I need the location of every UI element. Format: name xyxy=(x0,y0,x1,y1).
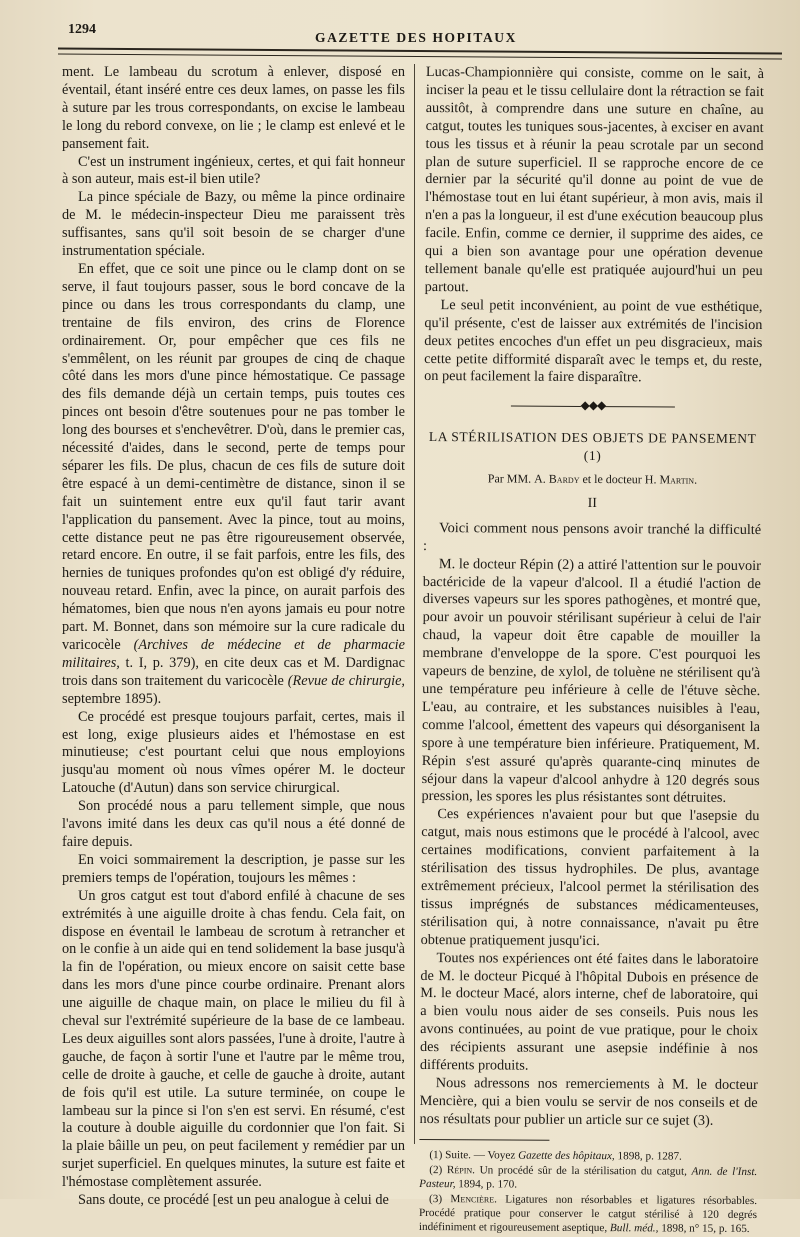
journal-title: GAZETTE DES HOPITAUX xyxy=(314,30,518,45)
paragraph-text: t. I, p. 379), en cite deux cas et M. Dardignac trois dans son traitement du varicocèle xyxy=(62,654,405,689)
paragraph: Ce procédé est presque toujours parfait, certes, mais il est long, exige plusieurs aides et l'hémostase en est minutieuse; c'est pourtant celui que nous employions jusqu'au moment où nous vîmes opérer M. le docteur Latouche (d'Autun) dans son service chirurgical. xyxy=(62,708,405,797)
footnote-text: (2) xyxy=(429,1163,447,1176)
citation-archives: (Archives de médecine et de pharmacie militaires, xyxy=(62,637,405,671)
footnote-citation: Bull. méd., xyxy=(609,1221,659,1235)
ornament-glyph: ◆◆◆ xyxy=(580,398,606,413)
citation-revue: (Revue de chirurgie, xyxy=(287,672,405,689)
footnote xyxy=(419,1148,757,1164)
author-name: A. Bardy xyxy=(534,471,580,486)
footnote-author: Répin. xyxy=(446,1163,476,1176)
paragraph-with-citation xyxy=(62,261,405,709)
paragraph: En voici sommairement la description, je passe sur les premiers temps de l'opération, toujours les mêmes : xyxy=(62,851,405,886)
footnote-author: Mencière. xyxy=(450,1192,497,1206)
authors-prefix: Par MM. xyxy=(487,471,532,486)
paragraph: Lucas-Championnière qui consiste, comme on le sait, à inciser la peau et le tissu cellulaire dont la rétraction se fait aussitôt, à comprendre dans une suture en chaîne, au catgut, toutes les tuniques sous-jacentes, à exciser en avant tous les tissus et à réunir la peau scrotale par un second plan de suture superficiel. Il se rapproche encore de ce dernier par la sécurité qu'il donne au point de vue de l'hémostase tout en lui étant supérieur, à mon avis, mais il n'en a pas la longueur, il est d'une exécution beaucoup plus facile. Enfin, comme ce dernier, il supprime des aides, ce qui a bien son avantage pour une opération devenue tellement banale qu'elle est pratiquée aujourd'hui un peu partout. xyxy=(424,64,764,296)
paragraph: Un gros catgut est tout d'abord enfilé à chacune de ses extrémités à une aiguille droite à chas fendu. Cela fait, on dispose en éventail le lambeau de scrotum à retrancher et on le confie à un aide qui en tend solidement la base jusqu'à la fin de l'opération, ou mieux encore on saisit cette base dans les mors d'une pince courbe ordinaire. Prenant alors une aiguille de chaque main, on place le milieu du fil à cheval sur l'extrémité supérieure de la base de ce lambeau. Les deux aiguilles sont alors passées, l'une à droite, l'autre à gauche, de façon à sortir l'une et l'autre par le même trou, celle de droite à gauche, et celle de gauche à droite, autant de fois qu'il est utile. La suture terminée, on coupe le lambeau sur la pince si l'on s'en est servi. En résumé, c'est la couture à double aiguille du cordonnier que l'on fait. Si la plaie bâille un peu, on peut facilement y remédier par un surjet superficiel. En quelques minutes, la suture est faite et l'hémostase complètement assurée. xyxy=(62,887,405,1191)
paragraph: Voici comment nous pensons avoir tranché la difficulté : xyxy=(423,519,762,554)
article-authors xyxy=(423,470,761,490)
paragraph-text: En effet, que ce soit une pince ou le clamp dont on se serve, il faut toujours passer, sous le bord concave de la pince ou dans les trous correspondants du clamp, une trentaine de fils environ, des crins de Florence ordinairement. Or, pour empêcher que ces fils ne s'emmêlent, on les réunit par groupes de cinq de chaque côté dans les mors d'une pince hémostatique. Ce passage des fils demande déjà un certain temps, puis toutes ces pinces ont besoin d'être soutenues pour ne pas tomber le long des bourses et s'enchevêtrer. D'où, dans le premier cas, nécessité d'aides, dans le second, perte de temps pour séparer les fils. De plus, chacun de ces fils de suture doit être espacé à un demi-centimètre de distance, sinon il se fait un suintement entre eux qu'il faut tarir avant l'application du pansement. Avec la pince, tout au moins, cette distance peut ne pas être rigoureusement observée, retard encore. En outre, il se fait parfois, entre les fils, des hernies de tuniques profondes qu'on est obligé d'y réduire, nouveau retard. Enfin, avec la pince, on aurait parfois des hématomes, bien que nous n'en ayons jamais eu pour notre part. M. Bonnet, dans son mémoire sur la cure radicale du varicocèle xyxy=(62,260,405,653)
column-divider xyxy=(414,64,415,1144)
footnote-text: (3) xyxy=(429,1192,451,1205)
footnote-citation: Ann. de l'Inst. Pasteur, xyxy=(419,1165,758,1190)
page-header xyxy=(60,22,772,48)
footnote-text: 1894, p. 170. xyxy=(455,1177,518,1191)
paragraph: C'est un instrument ingénieux, certes, et qui fait honneur à son auteur, mais est-il bien utile? xyxy=(62,153,405,188)
paragraph: Toutes nos expériences ont été faites dans le laboratoire de M. le docteur Picqué à l'hôpital Dubois en présence de M. le docteur Macé, alors interne, chef de laboratoire, qui a bien voulu nous aider de ses conseils. Puis nous les avons continuées, au point de vue pratique, pour le choix des récipients assurant une asepsie indéfinie à nos différents produits. xyxy=(419,949,759,1074)
ornament-line xyxy=(511,406,581,407)
paragraph: Ces expériences n'avaient pour but que l'asepsie du catgut, mais nous estimons que le procédé à l'alcool, avec certaines modifications, convient parfaitement à la stérilisation des tissus hydrophiles. De plus, avantage extrêmement précieux, l'alcool permet la stérilisation des tissus imprégnés de substances médicamenteuses, stérilisation qui, à notre connaissance, n'avait pu être obtenue pratiquement jusqu'ici. xyxy=(420,806,760,949)
footnote-rule xyxy=(419,1139,549,1141)
left-column xyxy=(62,64,405,1210)
header-rule-thin xyxy=(58,53,782,59)
footnote-text: 1898, n° 15, p. 165. xyxy=(658,1222,750,1235)
footnote-text: (1) Suite. — Voyez xyxy=(429,1148,519,1162)
paragraph: Le seul petit inconvénient, au point de vue esthétique, qu'il présente, c'est de laisser aux extrémités de l'incision deux petites encoches d'un effet un peu disgracieux, mais cette petite difformité disparaît avec le temps et, du reste, on peut facilement la faire disparaître. xyxy=(424,296,763,386)
footnote-citation: Gazette des hôpitaux, xyxy=(518,1149,615,1162)
footnote-text: Ligatures non résorbables et ligatures résorbables. Procédé pratique pour conserver le catgut stérilisé à 120 degrés indéfiniment et rigoureusement aseptique, xyxy=(418,1193,758,1234)
article-title: LA STÉRILISATION DES OBJETS DE PANSEMENT (1) xyxy=(428,429,757,464)
section-number: II xyxy=(587,495,598,511)
footnote xyxy=(419,1163,757,1193)
paragraph: Sans doute, ce procédé [est un peu analogue à celui de xyxy=(78,1192,389,1209)
page-number: 1294 xyxy=(68,22,96,37)
paragraph: M. le docteur Répin (2) a attiré l'attention sur le pouvoir bactéricide de la vapeur d'alcool. Il a étudié l'action de diverses vapeurs sur les spores pathogènes, et montré que, pour avoir un pouvoir stérilisant supérieur à celui de l'air chaud, la vapeur doit être capable de mouiller la membrane d'enveloppe de la spore. C'est pourquoi les vapeurs de benzine, de xylol, de toluène ne stérilisent qu'à une température peu inférieure à celle de l'étuve sèche. L'eau, au contraire, et les substances nuisibles à l'eau, comme l'alcool, émettent des vapeurs qui désorganisent la spore à une température bien inférieure. Pratiquement, M. Répin s'est assuré qu'après quarante-cinq minutes de séjour dans la vapeur d'alcool anhydre à 120 degrés sous pression, les spores les plus résistantes sont détruites. xyxy=(421,555,761,807)
paragraph: Son procédé nous a paru tellement simple, que nous l'avons imité dans les deux cas qu'il nous a été donné de faire depuis. xyxy=(62,798,405,850)
right-column xyxy=(419,64,764,1237)
authors-mid: et le docteur xyxy=(582,471,642,487)
footnotes xyxy=(419,1148,758,1236)
paragraph: Nous adressons nos remerciements à M. le docteur Mencière, qui a bien voulu se servir de nos conseils et de nos résultats pour publier un article sur ce sujet (3). xyxy=(419,1075,758,1129)
paragraph-text: septembre 1895). xyxy=(62,690,162,707)
footnote-text: 1898, p. 1287. xyxy=(614,1149,682,1163)
footnote xyxy=(419,1192,757,1236)
paragraph: ment. Le lambeau du scrotum à enlever, disposé en éventail, étant inséré entre ces deux lames, on passe les fils à suture par les trous correspondants, on excise le lambeau le long du rebord convexe, on lie ; le clamp est enlevé et le pansement fait. xyxy=(62,64,405,152)
section-ornament xyxy=(424,396,762,416)
footnote-text: Un procédé sûr de la stérilisation du catgut, xyxy=(474,1163,692,1178)
ornament-line xyxy=(605,406,675,407)
author-name: H. Martin. xyxy=(644,472,698,487)
paragraph: La pince spéciale de Bazy, ou même la pince ordinaire de M. le médecin-inspecteur Dieu me paraissent très suffisantes, sans qu'il soit besoin de se charger d'une instrumentation spéciale. xyxy=(62,189,405,260)
